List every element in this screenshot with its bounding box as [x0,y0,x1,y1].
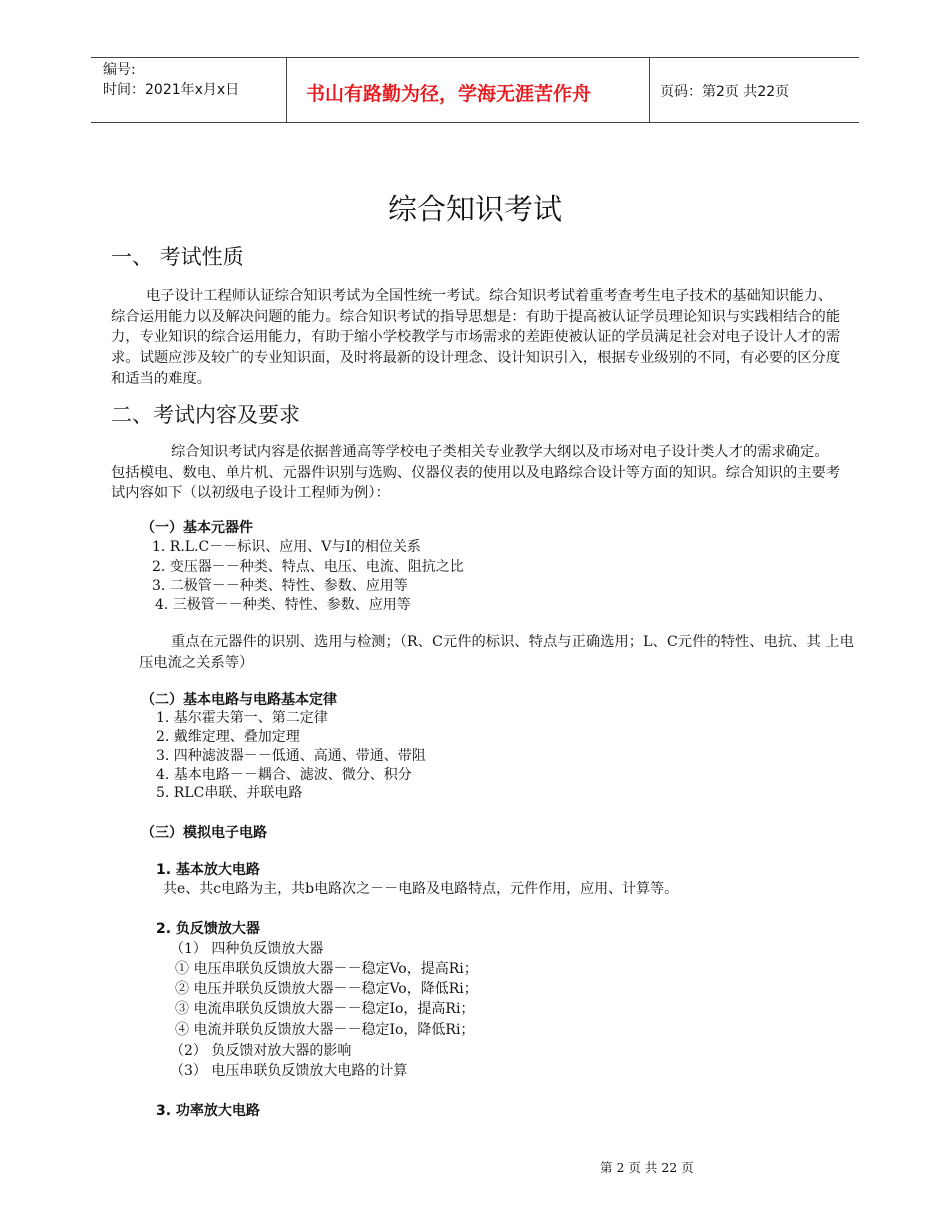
section-nature-paragraph: 电子设计工程师认证综合知识考试为全国性统一考试。综合知识考试着重考查考生电子技术的基础知识能力、综合运用能力以及解决问题的能力。综合知识考试的指导思想是：有助于提高被认证学员理论知识与实践相结合的能力，专业知识的综合运用能力，有助于缩小学校教学与市场需求的差距使被认证的学员满足社会对电子设计人才的需求。试题应涉及较广的专业知识面，及时将最新的设计理念、设计知识引入，根据专业级别的不同，有必要的区分度和适当的难度。 [111,288,841,387]
part2-item-3: 3. 四种滤波器－－低通、高通、带通、带阻 [156,748,426,764]
part3-heading: （三）模拟电子电路 [141,825,267,841]
part3-sub3-heading: 3. 功率放大电路 [156,1103,260,1119]
header-bottom-border [91,122,859,123]
section-heading-content: 二、考试内容及要求 [111,403,300,427]
part3-sub1-heading: 1. 基本放大电路 [156,862,260,878]
header-top-border [91,57,859,58]
part1-item-1: 1. R.L.C－－标识、应用、V与I的相位关系 [152,539,421,555]
part2-item-4: 4. 基本电路－－耦合、滤波、微分、积分 [156,767,412,783]
header-divider-right [649,57,650,122]
header-time-label: 时间：2021年x月x日 [103,82,240,98]
part3-sub2-heading: 2. 负反馈放大器 [156,921,260,937]
part2-item-2: 2. 戴维定理、叠加定理 [156,729,300,745]
part1-item-4: 4. 三极管－－种类、特性、参数、应用等 [155,597,411,613]
part3-sub2-item-2: ① 电压串联负反馈放大器－－稳定Vo，提高Ri； [175,961,478,977]
part1-item-3: 3. 二极管－－种类、特性、参数、应用等 [152,578,408,594]
part1-item-2: 2. 变压器－－种类、特点、电压、电流、阻抗之比 [152,559,464,575]
header-number-label: 编号: [103,62,136,78]
part3-sub2-item-6: （2） 负反馈对放大器的影响 [170,1043,352,1059]
part1-note: 重点在元器件的识别、选用与检测；（R、C元件的标识、特点与正确选用；L、C元件的特性、电抗、其 上电压电流之关系等） [139,634,854,671]
header-page-label: 页码：第2页 共22页 [660,84,790,100]
header-divider-left [286,57,287,122]
page-footer: 第 2 页 共 22 页 [600,1160,694,1175]
part3-sub2-item-1: （1） 四种负反馈放大器 [170,941,324,957]
part3-sub2-item-3: ② 电压并联负反馈放大器－－稳定Vo，降低Ri； [175,981,478,997]
part3-sub1-text: 共e、共c电路为主，共b电路次之－－电路及电路特点，元件作用，应用、计算等。 [163,881,679,897]
part3-sub2-item-4: ③ 电流串联负反馈放大器－－稳定Io，提高Ri； [175,1001,475,1017]
part1-heading: （一）基本元器件 [141,520,253,536]
part3-sub2-item-7: （3） 电压串联负反馈放大电路的计算 [170,1063,408,1079]
part2-item-5: 5. RLC串联、并联电路 [156,785,303,801]
page-title: 综合知识考试 [387,192,562,226]
part2-heading: （二）基本电路与电路基本定律 [141,692,337,708]
section-heading-nature: 一、 考试性质 [111,245,244,269]
part2-item-1: 1. 基尔霍夫第一、第二定律 [156,710,328,726]
header-motto: 书山有路勤为径，学海无涯苦作舟 [306,83,592,105]
part3-sub2-item-5: ④ 电流并联负反馈放大器－－稳定Io，降低Ri； [175,1022,475,1038]
section-content-paragraph: 综合知识考试内容是依据普通高等学校电子类相关专业教学大纲以及市场对电子设计类人才的需求确定。包括模电、数电、单片机、元器件识别与选购、仪器仪表的使用以及电路综合设计等方面的知识。综合知识的主要考试内容如下（以初级电子设计工程师为例）： [111,444,841,502]
